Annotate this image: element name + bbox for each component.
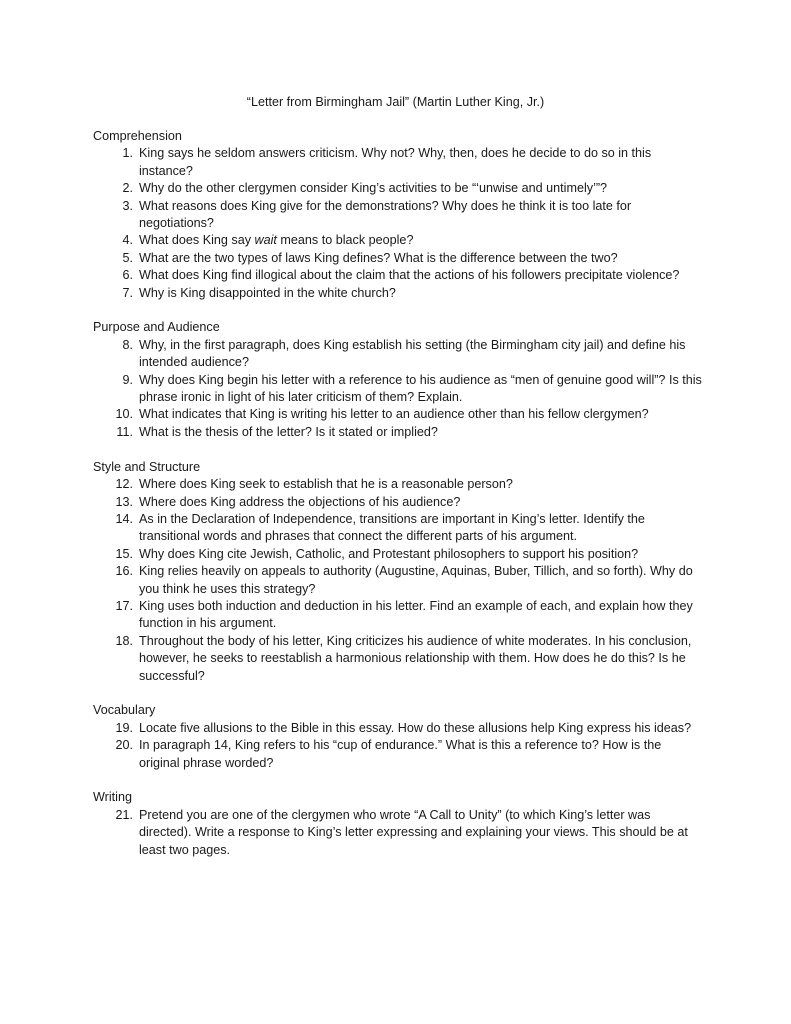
question-number: 14. <box>115 511 133 526</box>
question-item <box>93 198 703 233</box>
question-number: 1. <box>122 146 133 161</box>
question-number: 11. <box>116 424 133 439</box>
section-heading: Vocabulary <box>93 703 156 718</box>
question-text: Locate five allusions to the Bible in this essay. How do these allusions help King express his ideas? <box>139 720 692 735</box>
question-text-emphasis: wait <box>254 233 277 248</box>
question-item <box>93 476 703 493</box>
question-text <box>139 233 413 247</box>
question-text: Where does King seek to establish that he is a reasonable person? <box>139 477 513 492</box>
section-writing <box>93 789 703 859</box>
question-text: Pretend you are one of the clergymen who wrote “A Call to Unity” (to which King’s letter was directed). Write a response to King’s letter expressing and explaining your views. This should be at least two pages. <box>139 807 688 857</box>
section-purpose-and-audience <box>93 319 703 441</box>
section-heading: Comprehension <box>93 129 182 143</box>
question-item <box>93 546 703 563</box>
question-item <box>93 598 703 633</box>
question-list <box>93 807 703 859</box>
section-heading: Writing <box>93 790 132 805</box>
question-number: 20. <box>115 738 133 753</box>
question-text: Where does King address the objections of his audience? <box>139 494 461 509</box>
question-number: 6. <box>122 268 133 283</box>
question-item <box>93 145 703 180</box>
question-number: 19. <box>115 720 133 735</box>
question-number: 9. <box>122 372 133 387</box>
question-item <box>93 633 703 685</box>
question-number: 16. <box>115 564 133 579</box>
section-style-and-structure <box>93 459 703 685</box>
question-text: King uses both induction and deduction in his letter. Find an example of each, and explain how they function in his argument. <box>139 598 693 631</box>
document-body <box>93 128 703 876</box>
question-item <box>93 424 703 441</box>
section-heading: Purpose and Audience <box>93 320 220 335</box>
question-item <box>93 737 703 772</box>
section-vocabulary <box>93 702 703 772</box>
question-text: What reasons does King give for the demonstrations? Why does he think it is too late for negotiations? <box>139 198 632 231</box>
question-number: 7. <box>122 285 133 300</box>
question-item <box>93 807 703 859</box>
question-number: 12. <box>115 477 133 492</box>
section-comprehension <box>93 128 703 302</box>
question-text: Why does King cite Jewish, Catholic, and Protestant philosophers to support his position? <box>139 546 639 561</box>
question-item <box>93 494 703 511</box>
question-list <box>93 145 703 302</box>
question-text: What indicates that King is writing his letter to an audience other than his fellow clergymen? <box>139 407 649 422</box>
question-list <box>93 476 703 685</box>
question-number: 15. <box>115 546 133 561</box>
question-number: 13. <box>115 494 133 509</box>
question-number: 3. <box>122 198 133 213</box>
question-text: What is the thesis of the letter? Is it stated or implied? <box>139 424 438 439</box>
question-text-pre: What does King say <box>139 233 255 248</box>
question-item <box>93 406 703 423</box>
question-item <box>93 511 703 546</box>
question-text: Why, in the first paragraph, does King establish his setting (the Birmingham city jail) and define his intended audience? <box>139 337 686 370</box>
question-number: 21. <box>115 807 133 822</box>
question-item <box>93 285 703 302</box>
question-item <box>93 720 703 737</box>
question-item <box>93 180 703 197</box>
question-text: Why is King disappointed in the white church? <box>139 285 396 300</box>
question-number: 18. <box>115 633 133 648</box>
question-number: 17. <box>115 598 133 613</box>
question-text: As in the Declaration of Independence, transitions are important in King’s letter. Identify the transitional words and phrases that connect the different parts of his argument. <box>139 511 645 544</box>
question-text: What does King find illogical about the claim that the actions of his followers precipitate violence? <box>139 268 680 283</box>
question-item <box>93 267 703 284</box>
document-title: “Letter from Birmingham Jail” (Martin Luther King, Jr.) <box>246 95 545 109</box>
question-text: Why do the other clergymen consider King’s activities to be “‘unwise and untimely’”? <box>139 181 608 196</box>
question-number: 8. <box>122 337 133 352</box>
question-text: Why does King begin his letter with a reference to his audience as “men of genuine good will”? Is this phrase ironic in light of his later criticism of them? Explain. <box>139 372 702 405</box>
question-list <box>93 720 703 772</box>
question-number: 4. <box>122 233 133 248</box>
question-text: What are the two types of laws King defines? What is the difference between the two? <box>139 250 618 265</box>
question-number: 5. <box>122 250 133 265</box>
question-item <box>93 563 703 598</box>
question-text: Throughout the body of his letter, King criticizes his audience of white moderates. In his conclusion, however, he seeks to reestablish a harmonious relationship with them. How does he do this? Is he successful? <box>139 633 692 683</box>
question-text: King says he seldom answers criticism. Why not? Why, then, does he decide to do so in this instance? <box>139 146 652 178</box>
question-item <box>93 232 703 249</box>
question-item <box>93 337 703 372</box>
question-list <box>93 337 703 441</box>
question-number: 10. <box>115 407 133 422</box>
question-text-post: means to black people? <box>276 233 414 248</box>
section-heading: Style and Structure <box>93 459 201 474</box>
question-item <box>93 372 703 407</box>
question-item <box>93 250 703 267</box>
question-text: In paragraph 14, King refers to his “cup of endurance.” What is this a reference to? How is the original phrase worded? <box>139 738 662 770</box>
question-number: 2. <box>122 181 133 196</box>
question-text: King relies heavily on appeals to authority (Augustine, Aquinas, Buber, Tillich, and so forth). Why do you think he uses this strategy? <box>139 564 693 596</box>
